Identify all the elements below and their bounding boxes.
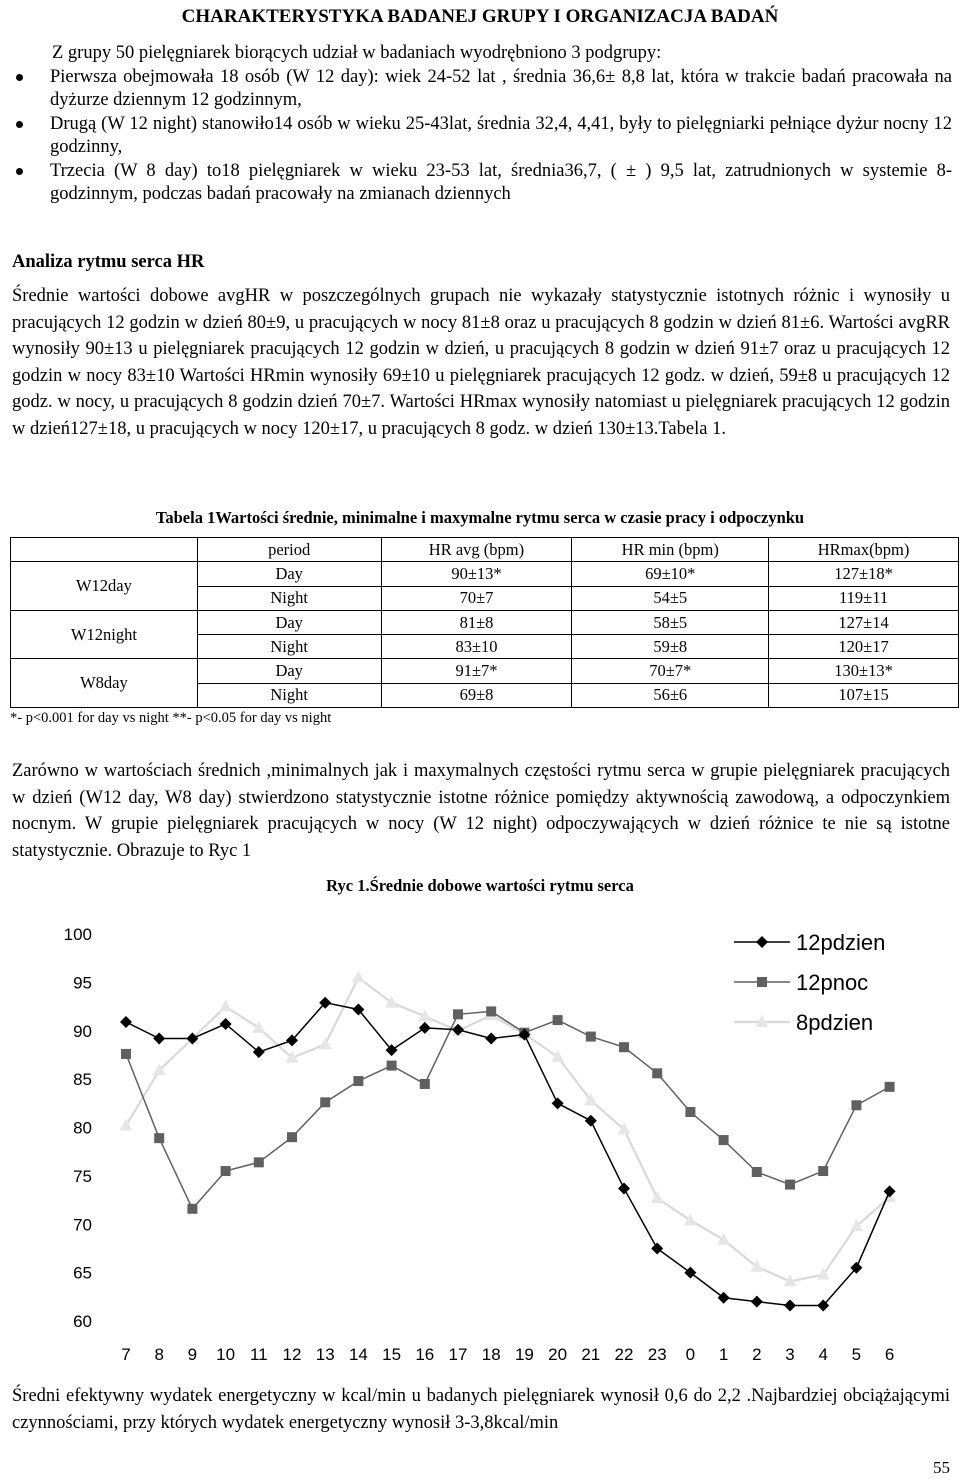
figure-caption xyxy=(0,876,960,896)
table-cell: 70±7 xyxy=(381,586,572,610)
group-name-cell: W12day xyxy=(11,562,198,611)
hr-line-chart xyxy=(0,900,960,1370)
data-point-12pnoc xyxy=(553,1015,563,1025)
data-point-8pdzien xyxy=(651,1191,664,1203)
y-tick-label: 75 xyxy=(73,1166,92,1186)
x-tick-label: 23 xyxy=(647,1345,667,1364)
data-point-12pdzien xyxy=(552,1097,564,1109)
table-cell: Night xyxy=(197,635,381,659)
data-point-8pdzien xyxy=(551,1050,564,1062)
data-point-12pnoc xyxy=(752,1167,762,1177)
table-header-cell xyxy=(11,538,198,562)
table-cell: Night xyxy=(197,586,381,610)
table-cell: Day xyxy=(197,659,381,683)
table-cell: 56±6 xyxy=(572,683,769,707)
data-point-12pnoc xyxy=(154,1133,164,1143)
data-point-8pdzien xyxy=(319,1037,332,1049)
data-point-12pnoc xyxy=(719,1135,729,1145)
data-point-12pdzien xyxy=(585,1115,597,1127)
paragraph-hr-analysis: Średnie wartości dobowe avgHR w poszczególnych grupach nie wykazały statystycznie istotnych różnic i wynosiły u pracujących 12 godzin w dzień 80±9, u pracujących w nocy 81±8 oraz u pracujących 8 godzin w dzień 81±6. Wartości avgRR wynosiły 90±13 u pielęgniarek pracujących 12 godzin w dzień, u pracujących 8 godzin w dzień 91±7 oraz u pracujących 12 godzin w nocy 83±10 Wartości HRmin wynosiły 69±10 u pielęgniarek pracujących 12 godz. w dzień, 59±8 u pracujących 12 godz. w nocy, u pracujących 8 godzin dzień 70±7. Wartości HRmax wynosiły natomiast u pielęgniarek pracujących 12 godzin w dzień127±18, u pracujących w nocy 120±17, u pracujących 8 godz. w dzień 130±13.Tabela 1. xyxy=(12,286,950,439)
data-point-8pdzien xyxy=(252,1021,265,1033)
data-point-12pnoc xyxy=(885,1082,895,1092)
y-tick-label: 70 xyxy=(73,1215,92,1235)
data-point-12pdzien xyxy=(120,1016,132,1028)
table-header-cell: HRmax(bpm) xyxy=(769,538,959,562)
data-point-12pnoc xyxy=(121,1049,131,1059)
table-caption: Tabela 1Wartości średnie, minimalne i maxymalne rytmu serca w czasie pracy i odpoczynku xyxy=(155,508,805,527)
data-point-12pnoc xyxy=(187,1204,197,1214)
data-point-8pdzien xyxy=(219,1000,232,1012)
x-tick-label: 8 xyxy=(154,1345,164,1364)
data-point-12pnoc xyxy=(387,1061,397,1071)
table-header-row xyxy=(11,538,959,562)
x-tick-label: 5 xyxy=(851,1345,862,1364)
table-footnote: *- p<0.001 for day vs night **- p<0.05 for day vs night xyxy=(10,710,332,726)
data-point-12pdzien xyxy=(153,1032,165,1044)
list-item: Drugą (W 12 night) stanowiło14 osób w wieku 25-43lat, średnia 32,4, 4,41, były to pielęgniarki pełniące dyżur nocny 12 godzinny, xyxy=(12,113,952,159)
table-cell: 54±5 xyxy=(572,586,769,610)
data-point-12pdzien xyxy=(419,1022,431,1034)
y-tick-label: 85 xyxy=(73,1070,92,1090)
data-point-8pdzien xyxy=(750,1260,763,1272)
table-cell: Night xyxy=(197,683,381,707)
table-cell: 90±13* xyxy=(381,562,572,586)
table-header-cell: HR min (bpm) xyxy=(572,538,769,562)
table-cell: 91±7* xyxy=(381,659,572,683)
data-point-12pnoc xyxy=(320,1097,330,1107)
x-tick-label: 3 xyxy=(785,1345,795,1364)
data-point-12pdzien xyxy=(718,1292,730,1304)
data-point-8pdzien xyxy=(717,1233,730,1245)
list-item: Pierwsza obejmowała 18 osób (W 12 day): wiek 24-52 lat , średnia 36,6± 8,8 lat, która w trakcie badań pracowała na dyżurze dziennym 12 godzinnym, xyxy=(12,66,952,112)
x-tick-label: 16 xyxy=(415,1345,435,1364)
table-header-cell: HR avg (bpm) xyxy=(381,538,572,562)
table-cell: 70±7* xyxy=(572,659,769,683)
data-point-12pdzien xyxy=(751,1296,763,1308)
series-line-12pdzien xyxy=(126,1003,890,1306)
x-tick-label: 18 xyxy=(481,1345,501,1364)
x-tick-label: 15 xyxy=(382,1345,402,1364)
data-point-8pdzien xyxy=(352,971,365,983)
paragraph-comparison: Zarówno w wartościach średnich ,minimalnych jak i maxymalnych częstości rytmu serca w grupie pielęgniarek pracujących w dzień (W12 day, W8 day) stwierdzono statystycznie istotne różnice pomiędzy aktywnością zawodową, a odpoczynkiem nocnym. W grupie pielęgniarek pracujących w nocy (W 12 night) odpoczywających w dzień różnice te nie są istotne statystycznie. Obrazuje to Ryc 1 xyxy=(12,761,950,861)
legend-label: 12pdzien xyxy=(796,930,886,955)
data-point-12pnoc xyxy=(757,977,767,987)
x-tick-label: 11 xyxy=(249,1345,268,1364)
y-tick-label: 100 xyxy=(63,925,92,944)
data-point-8pdzien xyxy=(385,996,398,1008)
x-tick-label: 22 xyxy=(614,1345,634,1364)
list-item: Trzecia (W 8 day) to18 pielęgniarek w wieku 23-53 lat, średnia36,7, ( ± ) 9,5 lat, zatrudnionych w systemie 8-godzinnym, podczas badań pracowały na zmianach dziennych xyxy=(12,160,952,206)
group-name-cell: W12night xyxy=(11,610,198,659)
y-tick-label: 80 xyxy=(73,1118,92,1138)
data-point-12pnoc xyxy=(486,1006,496,1016)
data-point-12pdzien xyxy=(684,1267,696,1279)
data-point-12pdzien xyxy=(485,1032,497,1044)
data-point-8pdzien xyxy=(120,1119,133,1131)
y-tick-label: 65 xyxy=(73,1263,92,1283)
data-point-12pnoc xyxy=(420,1079,430,1089)
y-tick-label: 60 xyxy=(73,1312,92,1331)
x-tick-label: 9 xyxy=(187,1345,198,1364)
table-row xyxy=(11,659,959,683)
data-point-12pnoc xyxy=(254,1157,264,1167)
data-point-12pnoc xyxy=(652,1068,662,1078)
legend-label: 12pnoc xyxy=(796,970,869,995)
page-heading: CHARAKTERYSTYKA BADANEJ GRUPY I ORGANIZACJA BADAŃ xyxy=(181,6,779,27)
table-cell: 69±8 xyxy=(381,683,572,707)
table-row xyxy=(11,562,959,586)
section-heading: Analiza rytmu serca HR xyxy=(12,252,205,272)
series-line-12pnoc xyxy=(126,1011,890,1208)
table-cell: 119±11 xyxy=(769,586,959,610)
table-cell: 127±18* xyxy=(769,562,959,586)
paragraph-energy: Średni efektywny wydatek energetyczny w kcal/min u badanych pielęgniarek wynosił 0,6 do 2,2 .Najbardziej obciążającymi czynnościami, przy których wydatek energetyczny wynosił 3-3,8kcal/min xyxy=(12,1386,950,1433)
y-tick-label: 95 xyxy=(73,973,92,993)
x-tick-label: 20 xyxy=(548,1345,568,1364)
data-point-8pdzien xyxy=(684,1213,697,1225)
x-tick-label: 12 xyxy=(282,1345,302,1364)
data-point-12pnoc xyxy=(619,1042,629,1052)
group-name-cell: W8day xyxy=(11,659,198,708)
data-point-12pnoc xyxy=(453,1009,463,1019)
intro-text: Z grupy 50 pielęgniarek biorących udział w badaniach wyodrębniono 3 podgrupy: xyxy=(52,43,662,63)
x-tick-label: 2 xyxy=(752,1345,762,1364)
x-tick-label: 1 xyxy=(718,1345,729,1364)
table-header-cell: period xyxy=(197,538,381,562)
table-cell: 59±8 xyxy=(572,635,769,659)
x-tick-label: 6 xyxy=(884,1345,895,1364)
data-point-12pdzien xyxy=(784,1300,796,1312)
table-cell: 58±5 xyxy=(572,610,769,634)
data-point-12pdzien xyxy=(651,1242,663,1254)
data-point-12pdzien xyxy=(618,1182,630,1194)
x-tick-label: 0 xyxy=(685,1345,696,1364)
table-cell: 83±10 xyxy=(381,635,572,659)
x-tick-label: 13 xyxy=(315,1345,335,1364)
data-point-12pnoc xyxy=(818,1166,828,1176)
figure-caption-text: Ryc 1.Średnie dobowe wartości rytmu serca xyxy=(326,876,634,895)
data-point-12pnoc xyxy=(685,1107,695,1117)
series-line-8pdzien xyxy=(126,978,890,1282)
x-tick-label: 19 xyxy=(514,1345,534,1364)
x-tick-label: 10 xyxy=(216,1345,236,1364)
table-cell: 69±10* xyxy=(572,562,769,586)
data-point-12pnoc xyxy=(785,1180,795,1190)
x-tick-label: 14 xyxy=(348,1345,368,1364)
table-cell: 130±13* xyxy=(769,659,959,683)
table-row xyxy=(11,610,959,634)
data-point-12pnoc xyxy=(353,1076,363,1086)
hr-table xyxy=(10,537,959,708)
table-cell: Day xyxy=(197,562,381,586)
data-point-12pnoc xyxy=(851,1100,861,1110)
table-cell: 81±8 xyxy=(381,610,572,634)
table-cell: 120±17 xyxy=(769,635,959,659)
data-point-12pnoc xyxy=(586,1032,596,1042)
page-number: 55 xyxy=(933,1458,950,1477)
table-cell: Day xyxy=(197,610,381,634)
data-point-12pnoc xyxy=(221,1166,231,1176)
y-tick-label: 90 xyxy=(73,1021,92,1041)
subgroup-list xyxy=(12,66,952,207)
data-point-12pnoc xyxy=(287,1132,297,1142)
x-tick-label: 21 xyxy=(581,1345,601,1364)
x-tick-label: 4 xyxy=(818,1345,828,1364)
legend-label: 8pdzien xyxy=(796,1010,874,1035)
table-cell: 127±14 xyxy=(769,610,959,634)
x-tick-label: 17 xyxy=(448,1345,468,1364)
x-tick-label: 7 xyxy=(121,1345,131,1364)
table-cell: 107±15 xyxy=(769,683,959,707)
data-point-12pdzien xyxy=(884,1185,896,1197)
data-point-12pdzien xyxy=(756,936,768,948)
